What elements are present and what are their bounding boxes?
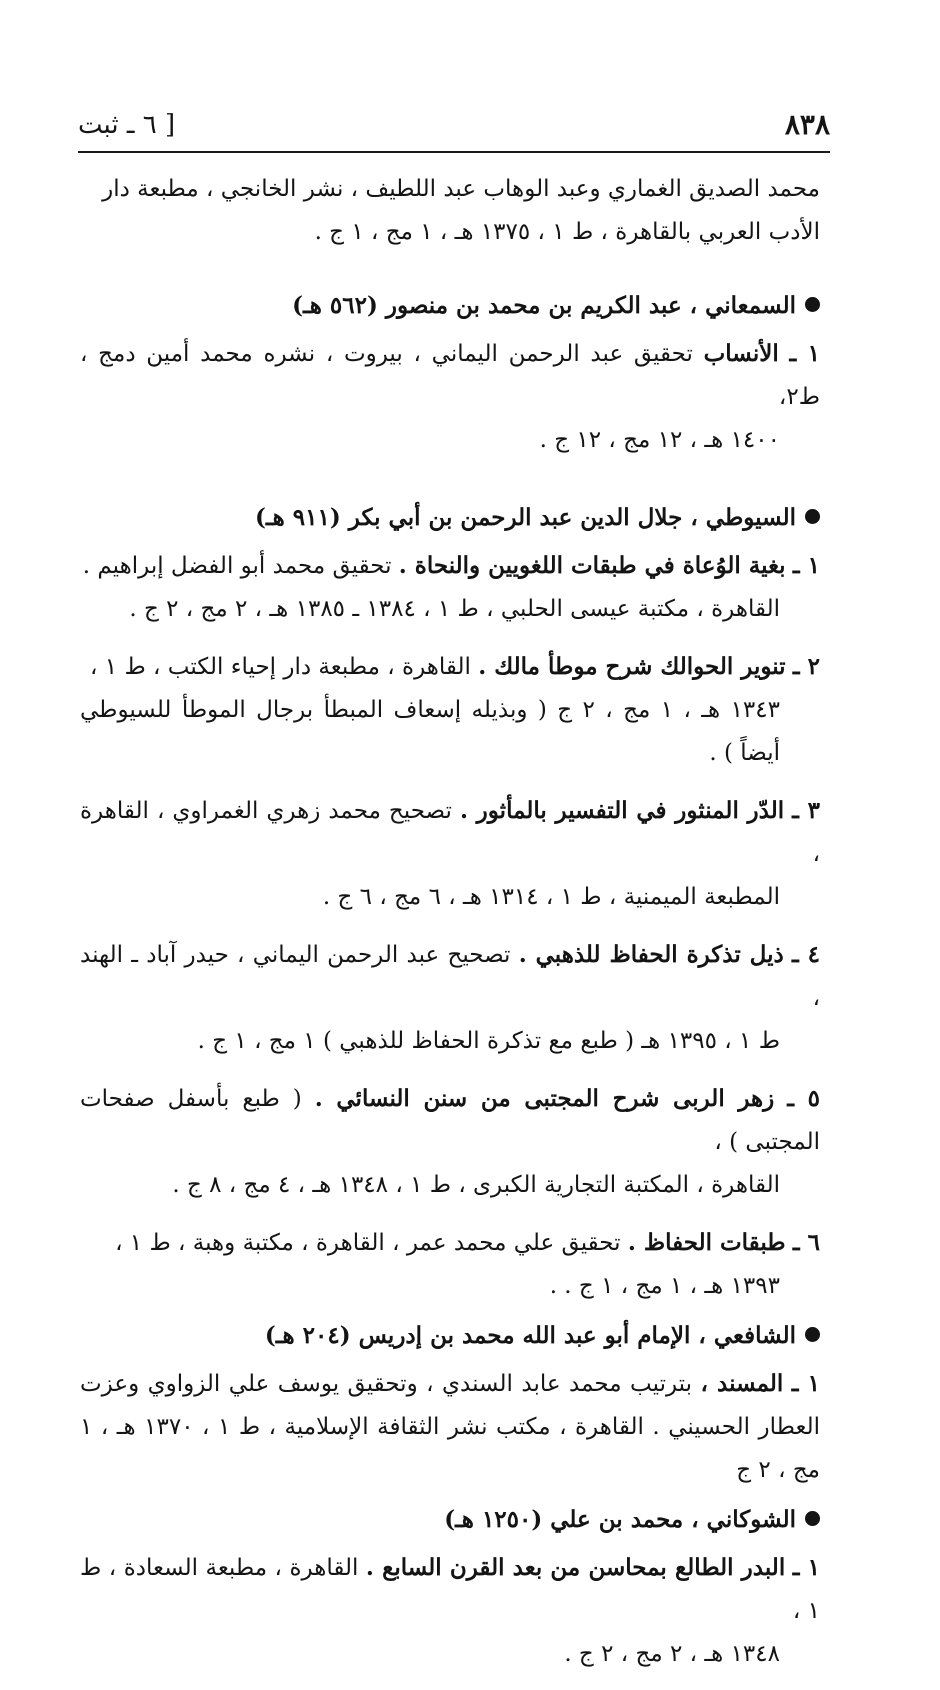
work-details-continued: القاهرة ، المكتبة التجارية الكبرى ، ط ١ ، ١٣٤٨ هـ ، ٤ مج ، ٨ ج . [172, 1172, 780, 1198]
intro-line: الأدب العربي بالقاهرة ، ط ١ ، ١٣٧٥ هـ ، ١ مج ، ١ ج . [314, 219, 820, 245]
work-title: بغية الوُعاة في طبقات اللغويين والنحاة . [398, 552, 786, 579]
page-number: ٨٣٨ [784, 108, 830, 141]
bullet-icon [805, 1511, 820, 1526]
bullet-icon [805, 297, 820, 312]
intro-line: محمد الصديق الغماري وعبد الوهاب عبد اللطيف ، نشر الخانجي ، مطبعة دار [102, 176, 820, 202]
work-entry [80, 1546, 820, 1676]
work-title: ذيل تذكرة الحفاظ للذهبي . [518, 941, 784, 968]
work-title: زهر الربى شرح المجتبى من سنن النسائي . [314, 1085, 775, 1112]
author-heading [80, 496, 820, 540]
work-entry [80, 933, 820, 1063]
work-entry [80, 1077, 820, 1207]
work-title: المسند ، [700, 1370, 784, 1397]
work-details-continued: الحسيني . القاهرة ، مكتب نشر الثقافة الإسلامية ، ط ١ ، ١٣٧٠ هـ ، ١ مج ، ٢ ج [80, 1414, 820, 1483]
work-title: طبقات الحفاظ . [627, 1229, 786, 1256]
author-heading [80, 284, 820, 328]
bullet-icon [805, 509, 820, 524]
work-entry [80, 1362, 820, 1492]
work-title: البدر الطالع بمحاسن من بعد القرن السابع . [365, 1554, 786, 1581]
work-title: تنوير الحوالك شرح موطأ مالك . [478, 653, 786, 680]
page-header [78, 108, 830, 148]
work-number: ٢ ـ [792, 653, 820, 680]
bibliography-content [80, 168, 820, 1690]
work-number: ١ ـ [792, 1554, 821, 1581]
work-details-continued: ١٣٤٣ هـ ، ١ مج ، ٢ ج ( وبذيله إسعاف المبطأ برجال الموطأ للسيوطي أيضاً ) . [80, 697, 780, 766]
work-number: ١ ـ [791, 1370, 821, 1397]
work-details-continued: ١٣٩٣ هـ ، ١ مج ، ١ ج . . [549, 1273, 780, 1299]
work-details: القاهرة ، مطبعة دار إحياء الكتب ، ط ١ ، [90, 654, 471, 680]
work-details: تصحيح محمد زهري الغمراوي ، القاهرة ، [80, 798, 820, 867]
intro-paragraph [80, 168, 820, 254]
work-entry [80, 789, 820, 919]
work-details-continued: المطبعة الميمنية ، ط ١ ، ١٣١٤ هـ ، ٦ مج ، ٦ ج . [322, 884, 780, 910]
work-details-continued: ١٣٤٨ هـ ، ٢ مج ، ٢ ج . [564, 1641, 780, 1667]
author-name: الشوكاني ، محمد بن علي (١٢٥٠ هـ) [444, 1506, 796, 1533]
work-entry [80, 332, 820, 462]
author-name: الشافعي ، الإمام أبو عبد الله محمد بن إدريس (٢٠٤ هـ) [264, 1322, 796, 1349]
work-details-continued: ١٤٠٠ هـ ، ١٢ مج ، ١٢ ج . [539, 427, 780, 453]
work-details: تصحيح عبد الرحمن اليماني ، حيدر آباد ـ الهند ، [80, 942, 820, 1011]
work-number: ١ ـ [792, 552, 820, 579]
work-details: القاهرة ، مطبعة السعادة ، ط ١ ، [80, 1555, 820, 1624]
work-entry [80, 544, 820, 631]
author-name: السمعاني ، عبد الكريم بن محمد بن منصور (٥٦٢ هـ) [292, 292, 796, 319]
work-details-continued: ط ١ ، ١٣٩٥ هـ ( طبع مع تذكرة الحفاظ للذهبي ) ١ مج ، ١ ج . [197, 1028, 780, 1054]
work-entry [80, 1221, 820, 1308]
work-number: ١ ـ [789, 340, 820, 367]
bullet-icon [805, 1327, 820, 1342]
work-number: ٣ ـ [792, 797, 820, 824]
author-heading [80, 1498, 820, 1542]
work-details: تحقيق محمد أبو الفضل إبراهيم . [82, 553, 392, 579]
header-rule [78, 151, 830, 153]
work-details: ( طبع بأسفل صفحات المجتبى ) ، [80, 1086, 820, 1155]
author-heading [80, 1314, 820, 1358]
author-name: السيوطي ، جلال الدين عبد الرحمن بن أبي بكر (٩١١ هـ) [255, 504, 796, 531]
work-title: الأنساب [703, 340, 779, 367]
work-number: ٦ ـ [792, 1229, 820, 1256]
work-entry [80, 645, 820, 775]
work-number: ٤ ـ [791, 941, 820, 968]
work-details-continued: القاهرة ، مكتبة عيسى الحلبي ، ط ١ ، ١٣٨٤ ـ ١٣٨٥ هـ ، ٢ مج ، ٢ ج . [129, 596, 780, 622]
work-title: الدّر المنثور في التفسير بالمأثور . [459, 797, 785, 824]
work-details: تحقيق علي محمد عمر ، القاهرة ، مكتبة وهبة ، ط ١ ، [115, 1230, 621, 1256]
work-details: بترتيب محمد عابد السندي ، وتحقيق يوسف علي الزواوي وعزت العطار [80, 1371, 820, 1440]
work-number: ٥ ـ [787, 1085, 821, 1112]
running-head: [ ٦ ـ ثبت [78, 110, 176, 140]
work-details: تحقيق عبد الرحمن اليماني ، بيروت ، نشره محمد أمين دمج ، ط٢، [80, 341, 820, 410]
